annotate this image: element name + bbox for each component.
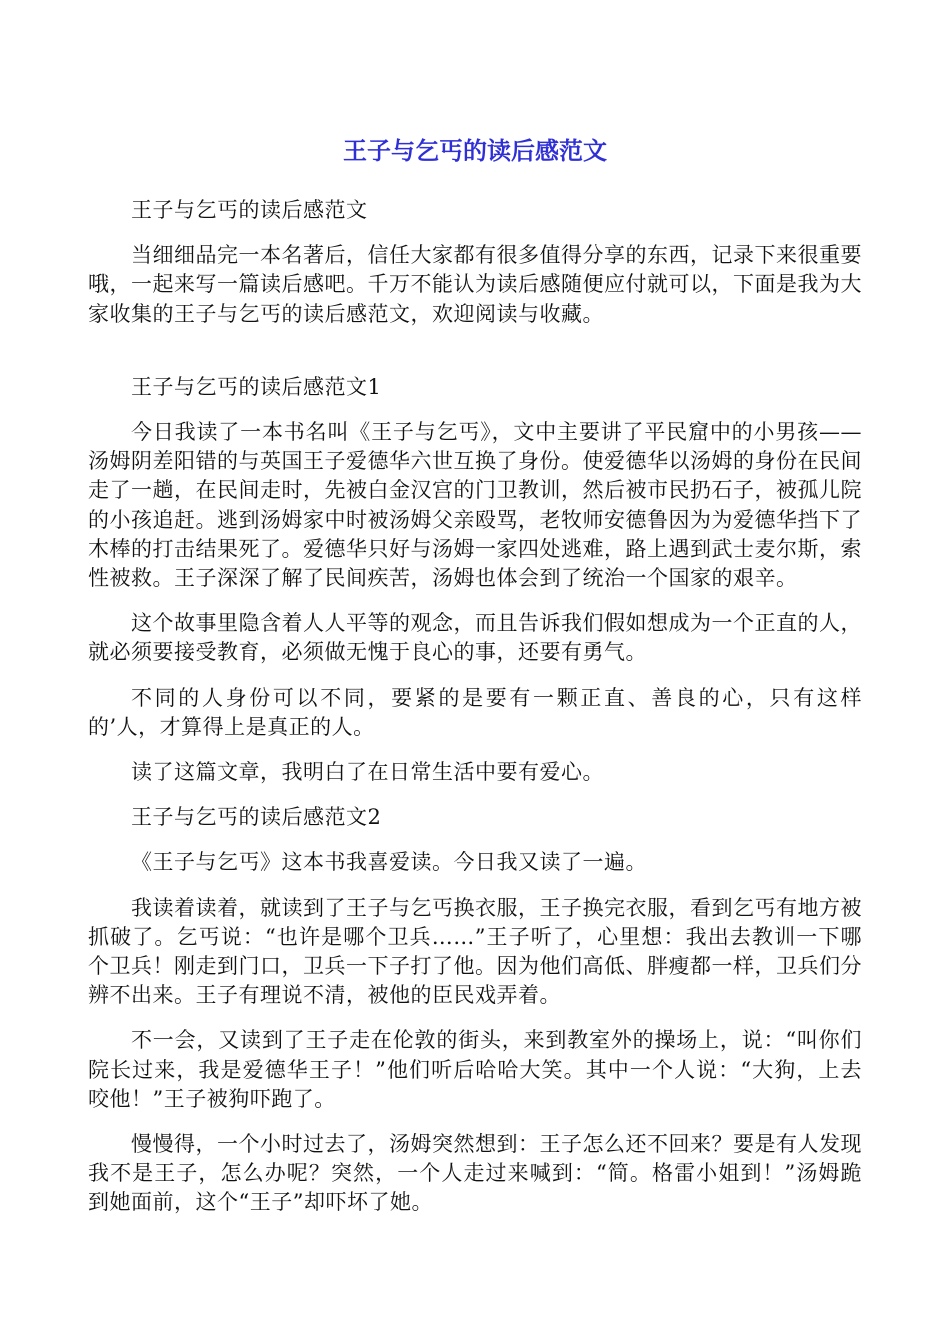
document-body — [88, 196, 862, 1234]
section-spacer — [88, 345, 862, 373]
section-heading-2: 王子与乞丐的读后感范文2 — [131, 805, 382, 830]
essay1-paragraph-1: 今日我读了一本书名叫《王子与乞丐》，文中主要讲了平民窟中的小男孩——汤姆阴差阳错的与英国王子爱德华六世互换了身份。使爱德华以汤姆的身份在民间走了一趟，在民间走时，先被白金汉宫的门卫教训，然后被市民扔石子，被孤儿院的小孩追赶。逃到汤姆家中时被汤姆父亲殴骂，老牧师安德鲁因为为爱德华挡下了木棒的打击结果死了。爱德华只好与汤姆一家四处逃难，路上遇到武士麦尔斯，索性被救。王子深深了解了民间疾苦，汤姆也体会到了统治一个国家的艰辛。 — [88, 420, 862, 591]
document-title: 王子与乞丐的读后感范文 — [343, 137, 607, 165]
essay1-paragraph-2: 这个故事里隐含着人人平等的观念，而且告诉我们假如想成为一个正直的人，就必须要接受教育，必须做无愧于良心的事，还要有勇气。 — [88, 611, 862, 665]
section-heading-1: 王子与乞丐的读后感范文1 — [131, 374, 382, 399]
essay1-paragraph-3: 不同的人身份可以不同，要紧的是要有一颗正直、善良的心，只有这样的’人，才算得上是真正的人。 — [88, 685, 862, 739]
intro-heading: 王子与乞丐的读后感范文 — [131, 198, 368, 222]
essay1-paragraph-4: 读了这篇文章，我明白了在日常生活中要有爱心。 — [131, 760, 604, 785]
essay2-paragraph-3: 不一会，又读到了王子走在伦敦的街头，来到教室外的操场上，说：“叫你们院长过来，我是爱德华王子！”他们听后哈哈大笑。其中一个人说：“大狗，上去咬他！”王子被狗吓跑了。 — [88, 1028, 862, 1111]
essay2-paragraph-2: 我读着读着，就读到了王子与乞丐换衣服，王子换完衣服，看到乞丐有地方被抓破了。乞丐说：“也许是哪个卫兵……”王子听了，心里想：我出去教训一下哪个卫兵！刚走到门口，卫兵一下子打了他。因为他们高低、胖瘦都一样，卫兵们分辨不出来。王子有理说不清，被他的臣民戏弄着。 — [88, 895, 862, 1008]
essay2-paragraph-4: 慢慢得，一个小时过去了，汤姆突然想到：王子怎么还不回来？要是有人发现我不是王子，怎么办呢？突然，一个人走过来喊到：“简。格雷小姐到！”汤姆跪到她面前，这个“王子”却吓坏了她。 — [88, 1132, 862, 1215]
essay2-paragraph-1: 《王子与乞丐》这本书我喜爱读。今日我又读了一遍。 — [131, 850, 647, 875]
intro-paragraph: 当细细品完一本名著后，信任大家都有很多值得分享的东西，记录下来很重要哦，一起来写一篇读后感吧。千万不能认为读后感随便应付就可以，下面是我为大家收集的王子与乞丐的读后感范文，欢迎阅读与收藏。 — [88, 243, 862, 326]
